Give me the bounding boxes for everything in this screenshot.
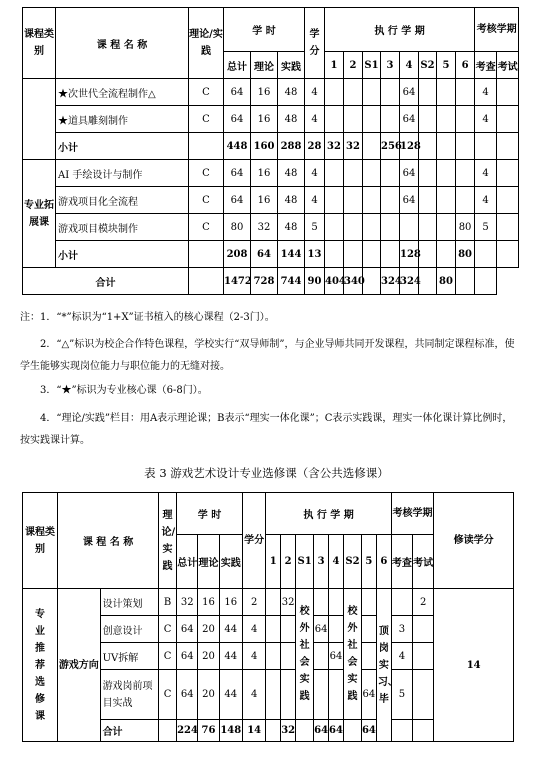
credits: 4 xyxy=(242,643,265,670)
header-sem-s2: S2 xyxy=(343,535,361,589)
grand-total-label: 合计 xyxy=(23,268,189,295)
header-sem-2: 2 xyxy=(344,52,363,79)
table-row xyxy=(23,79,519,106)
hours-total: 208 xyxy=(224,241,251,268)
subtotal-row xyxy=(23,241,519,268)
subtotal-label: 小计 xyxy=(56,133,189,160)
hours-theory: 20 xyxy=(198,670,219,720)
header-theory: 理论 xyxy=(198,535,219,589)
header-required-credits: 修读学分 xyxy=(434,493,514,589)
hours-practice: 16 xyxy=(219,589,242,616)
sem-hours: 64 xyxy=(314,720,329,742)
header-course-name: 课 程 名 称 xyxy=(56,8,189,79)
hours-practice: 144 xyxy=(278,241,305,268)
assess-check: 5 xyxy=(391,670,412,720)
table-row xyxy=(23,187,519,214)
assess-check: 5 xyxy=(475,214,497,241)
category-elective: 专业推荐选修课 xyxy=(23,589,58,742)
hours-theory: 20 xyxy=(198,616,219,643)
assess-check: 4 xyxy=(391,643,412,670)
course-type: C xyxy=(189,160,224,187)
category-extension: 专业拓展课 xyxy=(23,160,56,268)
header-theory-practice: 理论/实践 xyxy=(189,8,224,79)
header-sem-5: 5 xyxy=(361,535,376,589)
hours-practice: 48 xyxy=(278,106,305,133)
sem-hours: 80 xyxy=(437,268,456,295)
header-sem-s1: S1 xyxy=(296,535,314,589)
course-name: 设计策划 xyxy=(100,589,158,616)
header-assessment: 考核学期 xyxy=(391,493,434,535)
header-sem-5: 5 xyxy=(437,52,456,79)
hours-total: 64 xyxy=(224,187,251,214)
grand-total-row xyxy=(23,268,519,295)
header-semesters: 执 行 学 期 xyxy=(325,8,475,52)
hours-total: 64 xyxy=(177,616,198,643)
header-credits: 学分 xyxy=(305,8,325,79)
header-sem-3: 3 xyxy=(381,52,400,79)
sem-hours: 64 xyxy=(400,160,419,187)
hours-practice: 148 xyxy=(219,720,242,742)
hours-practice: 48 xyxy=(278,79,305,106)
direction-game: 游戏方向 xyxy=(58,589,101,742)
hours-total: 32 xyxy=(177,589,198,616)
sem-hours: 64 xyxy=(400,106,419,133)
header-theory-practice: 理论/实践 xyxy=(159,493,177,589)
hours-total: 64 xyxy=(177,643,198,670)
credits: 4 xyxy=(305,160,325,187)
credits: 13 xyxy=(305,241,325,268)
table-row xyxy=(23,106,519,133)
header-course-name: 课 程 名 称 xyxy=(58,493,159,589)
course-type: B xyxy=(159,589,177,616)
course-name: ★次世代全流程制作△ xyxy=(56,79,189,106)
course-name: 游戏岗前项目实战 xyxy=(100,670,158,720)
sem-hours: 64 xyxy=(361,720,376,742)
header-credits: 学分 xyxy=(242,493,265,589)
elective-courses-table xyxy=(22,492,514,742)
sem-hours: 404 xyxy=(325,268,344,295)
hours-theory: 16 xyxy=(251,187,278,214)
header-sem-s2: S2 xyxy=(419,52,437,79)
hours-theory: 64 xyxy=(251,241,278,268)
assess-check: 4 xyxy=(475,79,497,106)
header-total: 总计 xyxy=(177,535,198,589)
course-type: C xyxy=(189,214,224,241)
hours-total: 1472 xyxy=(224,268,251,295)
sem-hours: 80 xyxy=(456,241,475,268)
sem-hours: 32 xyxy=(325,133,344,160)
hours-practice: 744 xyxy=(278,268,305,295)
course-type: C xyxy=(159,643,177,670)
course-name: AI 手绘设计与制作 xyxy=(56,160,189,187)
hours-theory: 728 xyxy=(251,268,278,295)
course-type: C xyxy=(189,79,224,106)
assess-check: 3 xyxy=(391,616,412,643)
hours-theory: 32 xyxy=(251,214,278,241)
header-sem-4: 4 xyxy=(329,535,344,589)
sem-hours: 64 xyxy=(400,187,419,214)
header-category: 课程类别 xyxy=(23,8,56,79)
table-row xyxy=(23,214,519,241)
credits: 4 xyxy=(242,670,265,720)
sem-hours: 32 xyxy=(281,589,296,616)
hours-practice: 48 xyxy=(278,214,305,241)
hours-total: 224 xyxy=(177,720,198,742)
hours-practice: 44 xyxy=(219,643,242,670)
hours-total: 448 xyxy=(224,133,251,160)
sem-hours: 128 xyxy=(400,241,419,268)
sem-hours: 32 xyxy=(281,720,296,742)
note-1: 注：1．“*”标识为“1+X”证书植入的核心课程（2-3门）。 xyxy=(20,312,275,323)
hours-practice: 44 xyxy=(219,670,242,720)
subtotal-label: 小计 xyxy=(56,241,189,268)
credits: 4 xyxy=(305,106,325,133)
subtotal-row xyxy=(23,133,519,160)
sem-hours: 64 xyxy=(329,720,344,742)
hours-total: 64 xyxy=(224,160,251,187)
header-practice: 实践 xyxy=(219,535,242,589)
header-check: 考查 xyxy=(391,535,412,589)
note-2: 2．“△”标识为校企合作特色课程，学校实行“双导师制”，与企业导师共同开发课程，共同制定课程标准，使学生能够实现岗位能力与职位能力的无缝对接。 xyxy=(20,339,515,372)
header-sem-6: 6 xyxy=(376,535,391,589)
hours-total: 64 xyxy=(224,106,251,133)
hours-practice: 48 xyxy=(278,187,305,214)
sem-hours: 324 xyxy=(381,268,400,295)
hours-total: 80 xyxy=(224,214,251,241)
header-hours: 学 时 xyxy=(177,493,243,535)
header-sem-s1: S1 xyxy=(363,52,381,79)
credits: 4 xyxy=(242,616,265,643)
header-total: 总计 xyxy=(224,52,251,79)
sem-hours: 64 xyxy=(361,670,376,720)
header-practice: 实践 xyxy=(278,52,305,79)
credits: 5 xyxy=(305,214,325,241)
category-cell-core xyxy=(23,79,56,160)
header-sem-1: 1 xyxy=(266,535,281,589)
note-4: 4．“理论/实践”栏目：用A表示理论课；B表示“理实一体化课”；C表示实践课，理实一体化课计算比例时，按实践课计算。 xyxy=(20,413,513,446)
course-name: 游戏项目模块制作 xyxy=(56,214,189,241)
assess-check: 4 xyxy=(475,106,497,133)
course-type: C xyxy=(189,187,224,214)
assess-exam: 2 xyxy=(413,589,434,616)
s2-practice: 校外社会实践 xyxy=(343,589,361,720)
header-hours: 学 时 xyxy=(224,8,305,52)
header-sem-6: 6 xyxy=(456,52,475,79)
hours-theory: 16 xyxy=(251,106,278,133)
hours-theory: 16 xyxy=(198,589,219,616)
header-sem-3: 3 xyxy=(314,535,329,589)
sem-hours: 64 xyxy=(314,616,329,643)
hours-practice: 288 xyxy=(278,133,305,160)
sem-hours: 256 xyxy=(381,133,400,160)
hours-total: 64 xyxy=(177,670,198,720)
table-row xyxy=(23,160,519,187)
hours-theory: 16 xyxy=(251,79,278,106)
hours-total: 64 xyxy=(224,79,251,106)
credits: 14 xyxy=(242,720,265,742)
course-name: 创意设计 xyxy=(100,616,158,643)
header-category: 课程类别 xyxy=(23,493,58,589)
note-3: 3．“★”标识为专业核心课（6-8门）。 xyxy=(40,385,208,396)
credits: 90 xyxy=(305,268,325,295)
hours-theory: 160 xyxy=(251,133,278,160)
course-name: 游戏项目化全流程 xyxy=(56,187,189,214)
sem-hours: 340 xyxy=(344,268,363,295)
header-sem-1: 1 xyxy=(325,52,344,79)
credits: 2 xyxy=(242,589,265,616)
table-caption: 表 3 游戏艺术设计专业选修课（含公共选修课） xyxy=(144,466,389,480)
hours-theory: 16 xyxy=(251,160,278,187)
course-type: C xyxy=(159,616,177,643)
assess-check: 4 xyxy=(475,187,497,214)
course-type: C xyxy=(189,106,224,133)
hours-practice: 44 xyxy=(219,616,242,643)
hours-theory: 20 xyxy=(198,643,219,670)
course-type: C xyxy=(159,670,177,720)
credits: 4 xyxy=(305,187,325,214)
assess-check: 4 xyxy=(475,160,497,187)
sem-hours: 32 xyxy=(344,133,363,160)
header-exam: 考试 xyxy=(497,52,519,79)
sem-hours: 128 xyxy=(400,133,419,160)
sem-hours: 324 xyxy=(400,268,419,295)
course-name: UV拆解 xyxy=(100,643,158,670)
credits: 28 xyxy=(305,133,325,160)
header-exam: 考试 xyxy=(413,535,434,589)
sem-hours: 80 xyxy=(456,214,475,241)
header-theory: 理论 xyxy=(251,52,278,79)
header-sem-4: 4 xyxy=(400,52,419,79)
core-courses-table xyxy=(22,7,519,295)
header-check: 考查 xyxy=(475,52,497,79)
header-semesters: 执 行 学 期 xyxy=(266,493,391,535)
sem-hours: 64 xyxy=(329,643,344,670)
subtotal-label: 合计 xyxy=(100,720,158,742)
hours-theory: 76 xyxy=(198,720,219,742)
table-row xyxy=(23,589,514,616)
header-sem-2: 2 xyxy=(281,535,296,589)
header-assessment: 考核学期 xyxy=(475,8,519,52)
s6-internship: 顶岗实习、毕 xyxy=(376,589,391,742)
required-credits-value: 14 xyxy=(434,589,514,742)
hours-practice: 48 xyxy=(278,160,305,187)
course-name: ★道具雕刻制作 xyxy=(56,106,189,133)
sem-hours: 64 xyxy=(400,79,419,106)
s1-practice: 校外社会实践 xyxy=(296,589,314,720)
credits: 4 xyxy=(305,79,325,106)
